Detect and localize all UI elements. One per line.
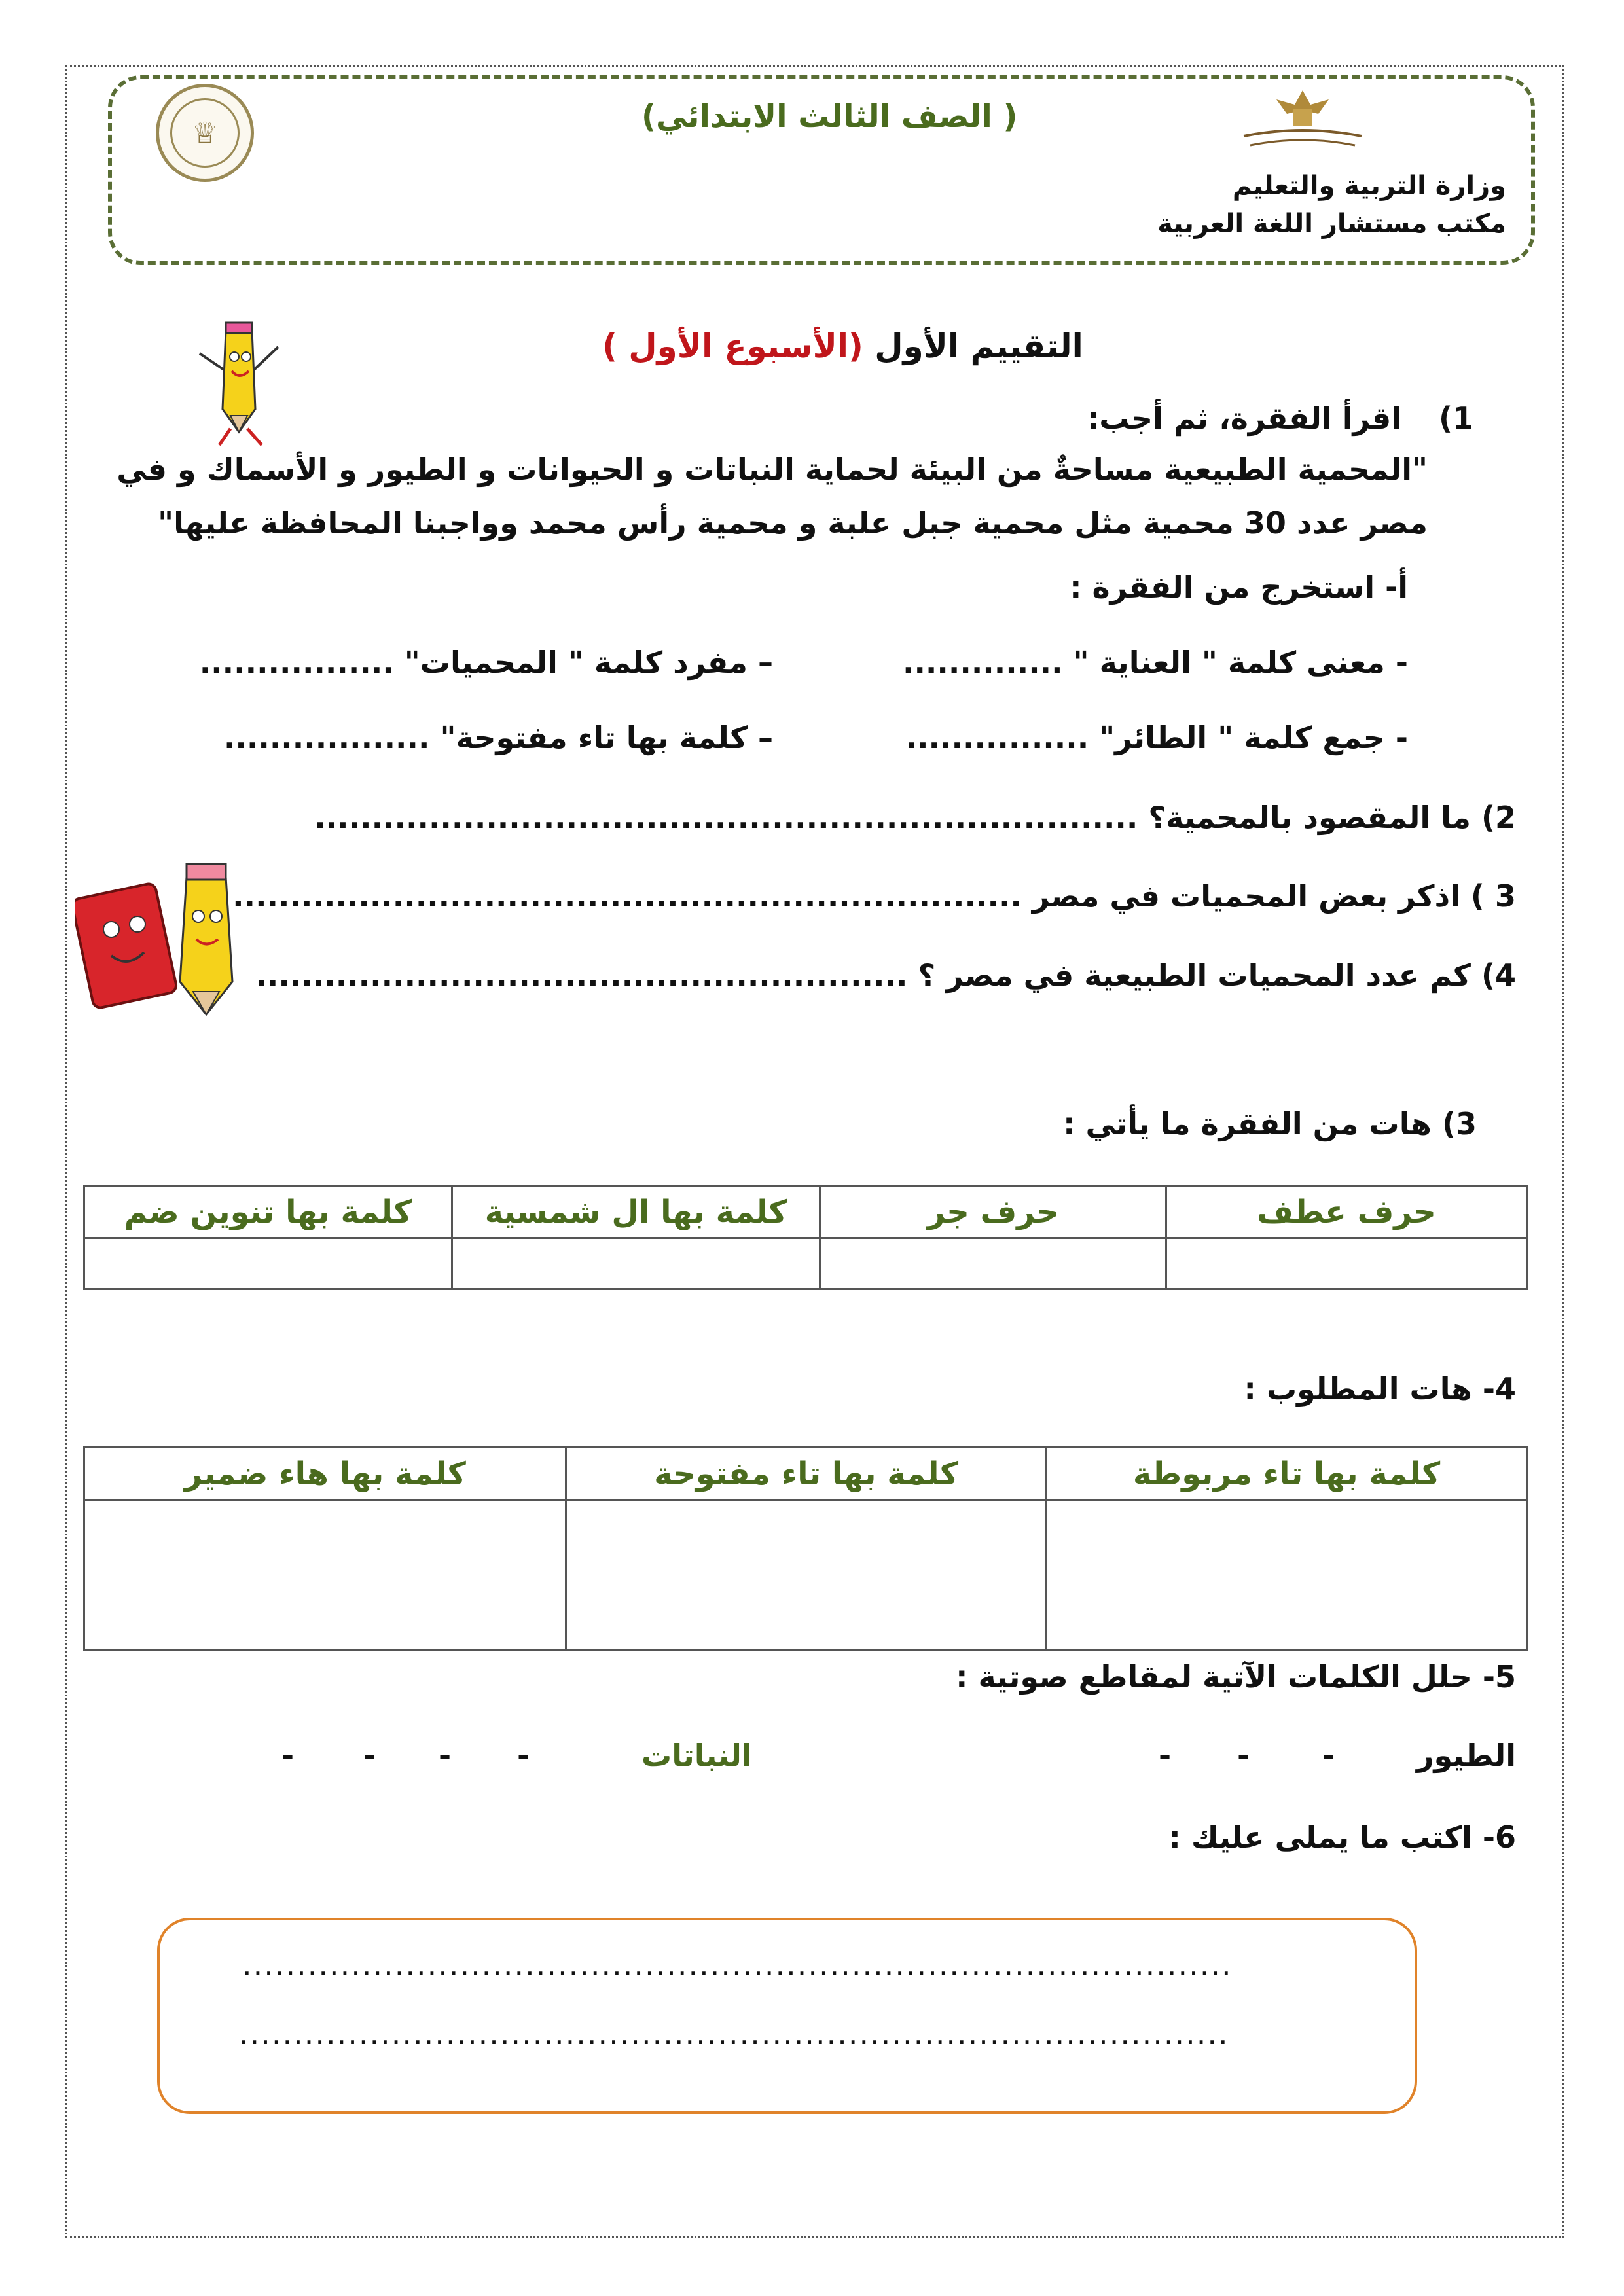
page-border	[65, 65, 1564, 2238]
dictation-line-2[interactable]: ...........................................................................................	[239, 2016, 1229, 2051]
q4-table	[83, 1446, 1528, 1651]
q5-word-birds: الطيور	[1416, 1738, 1516, 1773]
q6-title: 6- اكتب ما يملى عليك :	[1168, 1820, 1516, 1855]
pencil-mascot-icon	[190, 317, 288, 448]
q5-dash: -	[1322, 1738, 1335, 1773]
evaluation-title-week: (الأسبوع الأول )	[602, 327, 863, 365]
q3-table	[83, 1185, 1528, 1290]
q5-title: 5- حلل الكلمات الآتية لمقاطع صوتية :	[956, 1659, 1516, 1695]
q1-prompt: اقرأ الفقرة، ثم أجب:	[1087, 401, 1401, 436]
q4-answer-cell[interactable]	[566, 1500, 1047, 1651]
q2-text: 2) ما المقصود بالمحمية؟ ........................................................................	[314, 800, 1516, 835]
q4a-text: 4) كم عدد المحميات الطبيعية في مصر ؟ .........................................................	[255, 958, 1516, 993]
q3-header-conjunction: حرف عطف	[1166, 1186, 1527, 1238]
q1-paragraph-line-1: "المحمية الطبيعية مساحةٌ من البيئة لحماية النباتات و الحيوانات و الطيور و الأسماك و في	[117, 452, 1428, 487]
q4-table-header-row	[84, 1448, 1527, 1500]
q3-header-tanween: كلمة بها تنوين ضم	[84, 1186, 452, 1238]
q4-answer-cell[interactable]	[84, 1500, 566, 1651]
seal-eagle-icon: ♕	[170, 98, 240, 168]
q3-title: 3) هات من الفقرة ما يأتي :	[1063, 1106, 1477, 1141]
q3-table-answer-row	[84, 1238, 1527, 1289]
grade-title: ( الصف الثالث الابتدائي)	[641, 98, 1018, 135]
ministry-seal-icon	[156, 84, 254, 182]
q4-header-open-taa: كلمة بها تاء مفتوحة	[566, 1448, 1047, 1500]
q5-dash: -	[439, 1738, 452, 1773]
q5-dash: -	[281, 1738, 295, 1773]
q1-item-meaning: - معنى كلمة " العناية " ..............	[902, 645, 1408, 680]
q1-item-open-taa: – كلمة بها تاء مفتوحة" ..................	[223, 720, 773, 755]
q3-header-preposition: حرف جر	[820, 1186, 1166, 1238]
q5-dash: -	[1159, 1738, 1172, 1773]
q5-dash: -	[517, 1738, 530, 1773]
q3-answer-cell[interactable]	[84, 1238, 452, 1289]
q4-header-haa-pronoun: كلمة بها هاء ضمير	[84, 1448, 566, 1500]
q4-answer-cell[interactable]	[1047, 1500, 1527, 1651]
evaluation-title	[602, 327, 1083, 365]
dictation-line-1[interactable]: ...........................................................................................	[242, 1947, 1233, 1982]
q3-answer-cell[interactable]	[1166, 1238, 1527, 1289]
q5-word-plants: النباتات	[641, 1738, 752, 1773]
ministry-line-1: وزارة التربية والتعليم	[1232, 171, 1506, 201]
q3-answer-cell[interactable]	[820, 1238, 1166, 1289]
q5-dash: -	[1237, 1738, 1250, 1773]
q3-table-header-row	[84, 1186, 1527, 1238]
q4-table-answer-row	[84, 1500, 1527, 1651]
q1-paragraph-line-2: مصر عدد 30 محمية مثل محمية جبل علبة و محمية رأس محمد وواجبنا المحافظة عليها"	[158, 505, 1428, 541]
q4-title: 4- هات المطلوب :	[1244, 1371, 1516, 1407]
ministry-eagle-logo-icon	[1231, 85, 1375, 157]
q1-item-plural: - جمع كلمة " الطائر" ................	[905, 720, 1408, 755]
q3-header-solar-al: كلمة بها ال شمسية	[452, 1186, 820, 1238]
q4-header-closed-taa: كلمة بها تاء مربوطة	[1047, 1448, 1527, 1500]
evaluation-title-prefix: التقييم الأول	[863, 327, 1083, 365]
ministry-name	[1157, 167, 1506, 243]
q5-dash: -	[363, 1738, 376, 1773]
q1-number: 1)	[1438, 401, 1473, 436]
q1-item-singular: – مفرد كلمة " المحميات" .................	[199, 645, 773, 680]
q1-sub-a: أ- استخرج من الفقرة :	[1070, 569, 1408, 605]
book-and-pencil-mascot-icon	[75, 851, 265, 1021]
q3a-text: 3 ) اذكر بعض المحميات في مصر .....................................................................	[232, 878, 1516, 914]
ministry-line-2: مكتب مستشار اللغة العربية	[1157, 209, 1506, 239]
q3-answer-cell[interactable]	[452, 1238, 820, 1289]
